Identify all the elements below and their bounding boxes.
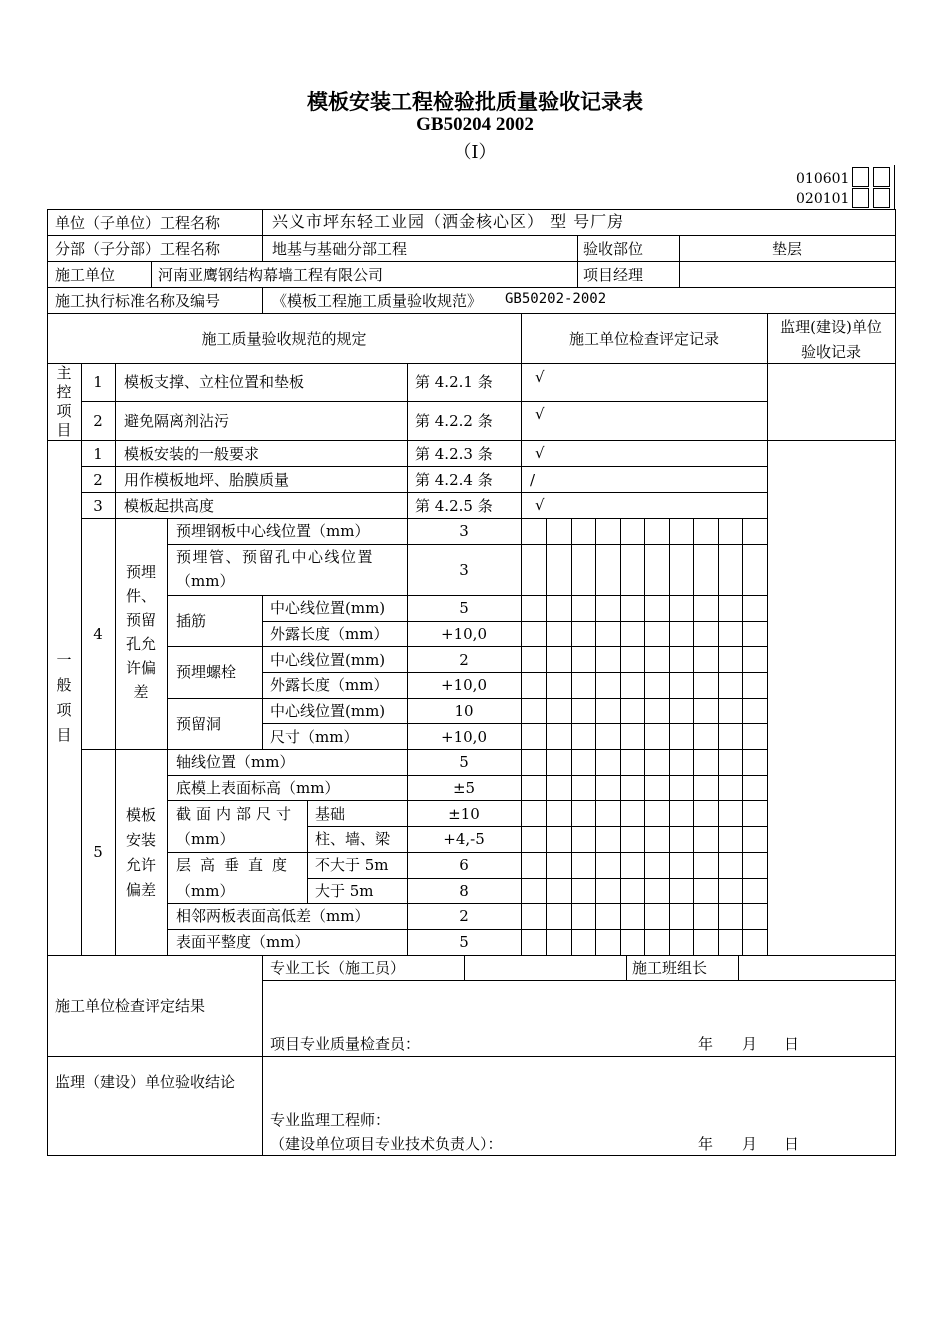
- main-item-2-clause: 第 4.2.2 条: [415, 412, 493, 430]
- code-2-box-b[interactable]: [873, 188, 890, 208]
- bottom-form-elevation-tolerance: ±5: [452, 779, 476, 797]
- rebar-center-tolerance: 5: [459, 599, 469, 617]
- pipe-hole-tolerance: 3: [459, 561, 469, 579]
- record-column-header: 施工单位检查评定记录: [568, 330, 719, 348]
- contractor-label: 施工单位: [55, 266, 116, 284]
- bolt-center-tolerance: 2: [459, 651, 469, 669]
- steel-plate-tolerance: 3: [459, 522, 469, 540]
- main-item-1-check: √: [535, 368, 545, 386]
- rebar-center-label: 中心线位置(mm): [270, 599, 386, 617]
- spec-column-header: 施工质量验收规范的规定: [201, 330, 367, 348]
- steel-plate-label: 预埋钢板中心线位置（mm）: [176, 522, 370, 540]
- general-item-2-text: 用作模板地坪、胎膜质量: [124, 471, 290, 489]
- not-over-5m-tolerance: 6: [459, 856, 469, 874]
- adjacent-diff-label: 相邻两板表面高低差（mm）: [176, 907, 370, 925]
- standard-label: 施工执行标准名称及编号: [55, 292, 221, 310]
- code-1: 010601: [796, 171, 850, 187]
- unit-project-value: 兴义市坪东轻工业园（洒金核心区） 型 号厂房: [272, 212, 625, 231]
- bolt-label: 预埋螺栓: [176, 663, 237, 681]
- main-item-2-check: √: [535, 405, 545, 423]
- vertical-label-2: （mm）: [176, 882, 235, 900]
- general-item-3-check: √: [535, 496, 545, 514]
- code-2-box-a[interactable]: [852, 188, 869, 208]
- contractor-result-label: 施工单位检查评定结果: [55, 997, 206, 1015]
- code-1-box-b[interactable]: [873, 167, 890, 187]
- quality-inspector-label: 项目专业质量检查员：: [270, 1035, 421, 1053]
- form-title: 模板安装工程检验批质量验收记录表: [307, 90, 643, 114]
- section-size-label-1: 截面内部尺寸: [176, 805, 297, 823]
- general-item-3-text: 模板起拱高度: [124, 497, 215, 515]
- install-item-no: 5: [93, 843, 103, 861]
- flatness-tolerance: 5: [459, 933, 469, 951]
- general-item-1-clause: 第 4.2.3 条: [415, 445, 493, 463]
- pipe-hole-label-1: 预埋管、预留孔中心线位置: [176, 548, 375, 566]
- project-manager-label: 项目经理: [583, 266, 644, 284]
- supervisor-result-label: 监理（建设）单位验收结论: [55, 1073, 236, 1091]
- main-item-1-no: 1: [93, 373, 103, 391]
- hole-label: 预留洞: [176, 715, 222, 733]
- sub-project-value: 地基与基础分部工程: [272, 240, 408, 258]
- general-item-1-check: √: [535, 444, 545, 462]
- inspector-day: 日: [784, 1035, 800, 1053]
- foundation-tolerance: ±10: [448, 805, 480, 823]
- not-over-5m-label: 不大于 5m: [315, 856, 389, 874]
- axis-position-tolerance: 5: [459, 753, 469, 771]
- standard-code: GB50204 2002: [416, 114, 534, 135]
- general-group-label: 一 般 项 目: [56, 651, 72, 744]
- column-wall-beam-tolerance: +4,-5: [443, 830, 485, 848]
- embedded-group-label: 预埋 件、 预留 孔允 许偏 差: [125, 563, 156, 701]
- rebar-exposed-label: 外露长度（mm）: [270, 625, 389, 643]
- foundation-label: 基础: [315, 805, 346, 823]
- main-control-group-label: 主 控 项 目: [56, 364, 72, 439]
- column-wall-beam-label: 柱、墙、梁: [315, 830, 391, 848]
- standard-value: 《模板工程施工质量验收规范》: [272, 292, 483, 310]
- foreman-label: 专业工长（施工员）: [270, 959, 406, 977]
- inspector-month: 月: [742, 1035, 758, 1053]
- section-size-label-2: （mm）: [176, 830, 235, 848]
- bottom-form-elevation-label: 底模上表面标高（mm）: [176, 779, 340, 797]
- unit-project-label: 单位（子单位）工程名称: [55, 214, 221, 232]
- general-item-1-no: 1: [93, 445, 103, 463]
- main-item-1-text: 模板支撑、立柱位置和垫板: [124, 373, 305, 391]
- flatness-label: 表面平整度（mm）: [176, 933, 310, 951]
- supervisor-column-header-1: 监理(建设)单位: [780, 318, 882, 336]
- code-2: 020101: [796, 191, 850, 207]
- general-item-2-check: /: [530, 471, 536, 489]
- standard-code-value: GB50202-2002: [505, 291, 607, 307]
- install-group-label: 模板 安装 允许 偏差: [125, 806, 156, 899]
- hole-size-label: 尺寸（mm）: [270, 728, 359, 746]
- inspection-part-value: 垫层: [771, 240, 802, 258]
- over-5m-label: 大于 5m: [315, 882, 374, 900]
- main-item-2-text: 避免隔离剂沾污: [124, 412, 230, 430]
- code-border: [894, 165, 895, 210]
- general-item-2-no: 2: [93, 471, 103, 489]
- adjacent-diff-tolerance: 2: [459, 907, 469, 925]
- form-variant: （Ⅰ）: [453, 142, 497, 163]
- bolt-exposed-label: 外露长度（mm）: [270, 676, 389, 694]
- rebar-exposed-tolerance: +10,0: [441, 625, 487, 643]
- inspection-part-label: 验收部位: [583, 240, 644, 258]
- embedded-item-no: 4: [93, 625, 103, 643]
- general-item-3-no: 3: [93, 497, 103, 515]
- pipe-hole-label-2: （mm）: [176, 572, 235, 590]
- rebar-label: 插筋: [176, 612, 207, 630]
- code-1-box-a[interactable]: [852, 167, 869, 187]
- contractor-value: 河南亚鹰钢结构幕墙工程有限公司: [158, 266, 384, 284]
- owner-representative-label: （建设单位项目专业技术负责人）：: [270, 1135, 503, 1153]
- general-item-2-clause: 第 4.2.4 条: [415, 471, 493, 489]
- inspector-year: 年: [698, 1035, 714, 1053]
- general-item-3-clause: 第 4.2.5 条: [415, 497, 493, 515]
- hole-center-label: 中心线位置(mm): [270, 702, 386, 720]
- main-item-2-no: 2: [93, 412, 103, 430]
- general-item-1-text: 模板安装的一般要求: [124, 445, 260, 463]
- supervisor-column-header-2: 验收记录: [800, 343, 861, 361]
- bolt-exposed-tolerance: +10,0: [441, 676, 487, 694]
- main-item-1-clause: 第 4.2.1 条: [415, 373, 493, 391]
- over-5m-tolerance: 8: [459, 882, 469, 900]
- sub-project-label: 分部（子分部）工程名称: [55, 240, 221, 258]
- supervisor-day: 日: [784, 1135, 800, 1153]
- hole-center-tolerance: 10: [454, 702, 474, 720]
- team-leader-label: 施工班组长: [632, 959, 708, 977]
- bolt-center-label: 中心线位置(mm): [270, 651, 386, 669]
- axis-position-label: 轴线位置（mm）: [176, 753, 295, 771]
- supervising-engineer-label: 专业监理工程师：: [270, 1111, 391, 1129]
- vertical-label-1: 层高垂直度: [176, 856, 297, 874]
- supervisor-month: 月: [742, 1135, 758, 1153]
- supervisor-year: 年: [698, 1135, 714, 1153]
- hole-size-tolerance: +10,0: [441, 728, 487, 746]
